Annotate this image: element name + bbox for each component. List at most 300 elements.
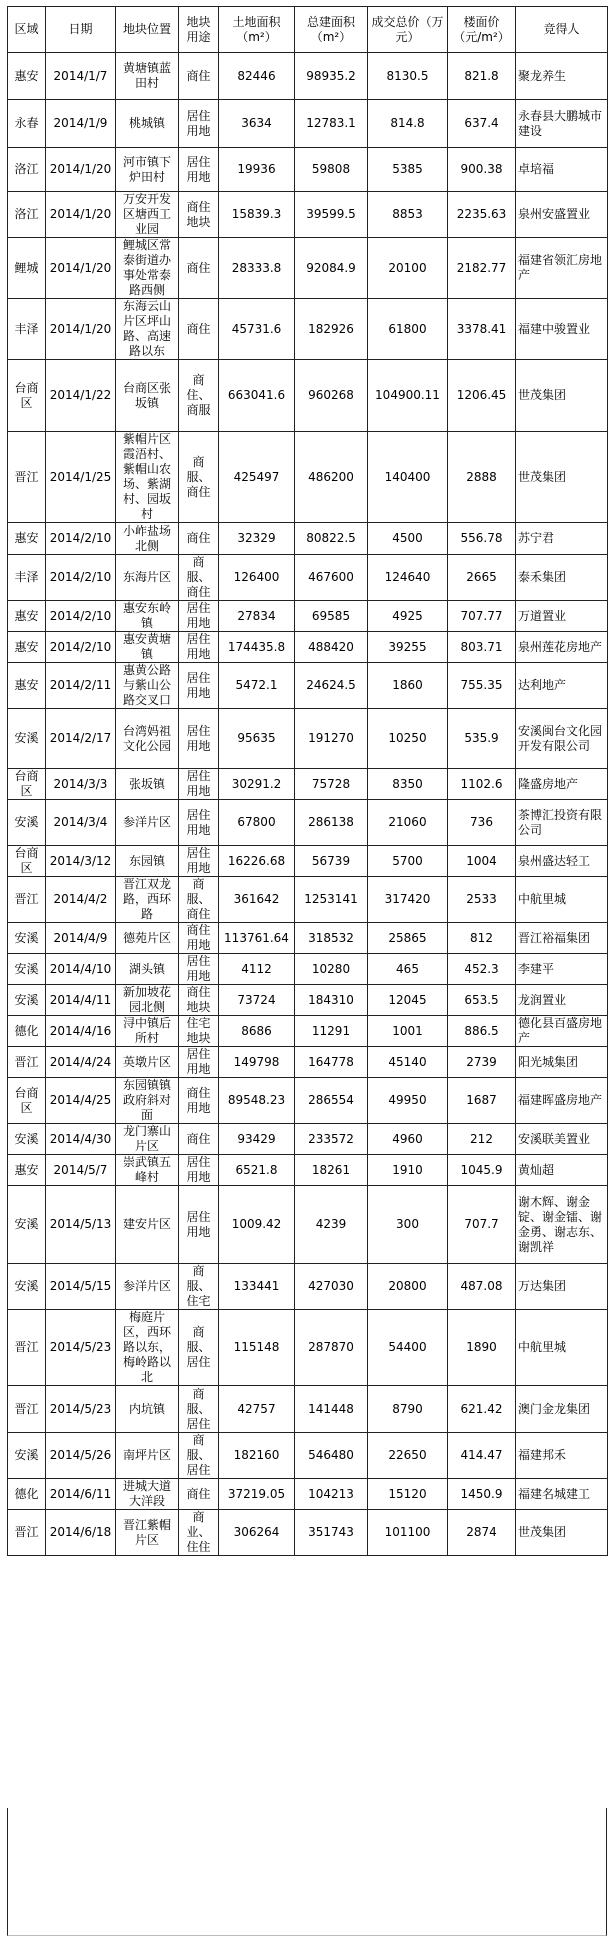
- buyer-cell: 谢木辉、谢金锭、谢金镭、谢金勇、谢志东、谢凯祥: [516, 1186, 608, 1264]
- floor-price-cell: 414.47: [448, 1433, 516, 1479]
- table-row: [8, 769, 608, 800]
- location-cell: 崇武镇五峰村: [116, 1155, 179, 1186]
- date-cell: 2014/2/10: [46, 632, 116, 663]
- region-cell: 晋江: [8, 1386, 46, 1433]
- floor-price-cell: 736: [448, 800, 516, 846]
- build-area-cell: 191270: [295, 709, 368, 769]
- location-cell: 台商区张坂镇: [116, 360, 179, 432]
- land-area-cell: 182160: [219, 1433, 295, 1479]
- floor-price-cell: 803.71: [448, 632, 516, 663]
- table-row: [8, 601, 608, 632]
- location-cell: 张坂镇: [116, 769, 179, 800]
- table-row: [8, 1186, 608, 1264]
- location-cell: 鲤城区常泰街道办事处常泰路西侧: [116, 238, 179, 299]
- date-cell: 2014/2/17: [46, 709, 116, 769]
- buyer-cell: 安溪联美置业: [516, 1124, 608, 1155]
- buyer-cell: 阳光城集团: [516, 1047, 608, 1078]
- buyer-cell: 澳门金龙集团: [516, 1386, 608, 1433]
- region-cell: 晋江: [8, 877, 46, 923]
- buyer-cell: 泉州盛达轻工: [516, 846, 608, 877]
- use-cell: 居住用地: [179, 632, 219, 663]
- total-price-cell: 8130.5: [368, 53, 448, 100]
- location-cell: 东园镇镇政府斜对面: [116, 1078, 179, 1124]
- total-price-cell: 814.8: [368, 100, 448, 148]
- date-cell: 2014/2/10: [46, 523, 116, 555]
- region-cell: 洛江: [8, 192, 46, 238]
- floor-price-cell: 2739: [448, 1047, 516, 1078]
- location-cell: 浔中镇后所村: [116, 1016, 179, 1047]
- floor-price-cell: 487.08: [448, 1264, 516, 1310]
- floor-price-cell: 212: [448, 1124, 516, 1155]
- table-row: [8, 632, 608, 663]
- total-price-cell: 1860: [368, 663, 448, 709]
- total-price-cell: 317420: [368, 877, 448, 923]
- location-cell: 新加坡花园北侧: [116, 985, 179, 1016]
- header-floor-price: 楼面价（元/m²）: [448, 7, 516, 53]
- build-area-cell: 286554: [295, 1078, 368, 1124]
- use-cell: 商服、商住: [179, 877, 219, 923]
- use-cell: 商住: [179, 523, 219, 555]
- use-cell: 商住地块: [179, 985, 219, 1016]
- use-cell: 商服、居住: [179, 1433, 219, 1479]
- land-area-cell: 1009.42: [219, 1186, 295, 1264]
- table-row: [8, 800, 608, 846]
- table-row: [8, 1386, 608, 1433]
- use-cell: 商服、商住: [179, 555, 219, 601]
- build-area-cell: 4239: [295, 1186, 368, 1264]
- land-area-cell: 37219.05: [219, 1479, 295, 1510]
- use-cell: 商住: [179, 1124, 219, 1155]
- total-price-cell: 465: [368, 954, 448, 985]
- location-cell: 梅庭片区，西环路以东，梅岭路以北: [116, 1310, 179, 1386]
- use-cell: 商住: [179, 53, 219, 100]
- header-region: 区域: [8, 7, 46, 53]
- use-cell: 居住用地: [179, 601, 219, 632]
- floor-price-cell: 535.9: [448, 709, 516, 769]
- table-row: [8, 192, 608, 238]
- land-area-cell: 4112: [219, 954, 295, 985]
- use-cell: 商住用地: [179, 1078, 219, 1124]
- table-row: [8, 1510, 608, 1556]
- total-price-cell: 104900.11: [368, 360, 448, 432]
- region-cell: 安溪: [8, 709, 46, 769]
- use-cell: 商服、住宅: [179, 1264, 219, 1310]
- date-cell: 2014/4/10: [46, 954, 116, 985]
- header-total-price: 成交总价（万元）: [368, 7, 448, 53]
- build-area-cell: 546480: [295, 1433, 368, 1479]
- region-cell: 安溪: [8, 1186, 46, 1264]
- use-cell: 居住用地: [179, 800, 219, 846]
- header-row: [8, 7, 608, 53]
- floor-price-cell: 1102.6: [448, 769, 516, 800]
- date-cell: 2014/1/20: [46, 238, 116, 299]
- total-price-cell: 101100: [368, 1510, 448, 1556]
- date-cell: 2014/1/20: [46, 192, 116, 238]
- land-transaction-table: [7, 6, 608, 1556]
- region-cell: 洛江: [8, 148, 46, 192]
- location-cell: 晋江紫帽片区: [116, 1510, 179, 1556]
- floor-price-cell: 556.78: [448, 523, 516, 555]
- floor-price-cell: 2665: [448, 555, 516, 601]
- use-cell: 居住用地: [179, 1047, 219, 1078]
- location-cell: 东海云山片区坪山路、高速路以东: [116, 299, 179, 360]
- region-cell: 安溪: [8, 923, 46, 954]
- use-cell: 商服、商住: [179, 432, 219, 523]
- table-row: [8, 1124, 608, 1155]
- buyer-cell: 苏宁君: [516, 523, 608, 555]
- header-land-area: 土地面积（m²）: [219, 7, 295, 53]
- table-row: [8, 846, 608, 877]
- floor-price-cell: 3378.41: [448, 299, 516, 360]
- land-area-cell: 425497: [219, 432, 295, 523]
- land-area-cell: 5472.1: [219, 663, 295, 709]
- location-cell: 河市镇下炉田村: [116, 148, 179, 192]
- build-area-cell: 18261: [295, 1155, 368, 1186]
- use-cell: 商住: [179, 238, 219, 299]
- date-cell: 2014/2/10: [46, 555, 116, 601]
- total-price-cell: 45140: [368, 1047, 448, 1078]
- use-cell: 居住用地: [179, 100, 219, 148]
- build-area-cell: 287870: [295, 1310, 368, 1386]
- date-cell: 2014/1/25: [46, 432, 116, 523]
- date-cell: 2014/4/25: [46, 1078, 116, 1124]
- region-cell: 惠安: [8, 1155, 46, 1186]
- use-cell: 商住: [179, 1479, 219, 1510]
- total-price-cell: 8853: [368, 192, 448, 238]
- table-row: [8, 1310, 608, 1386]
- use-cell: 商服、居住: [179, 1310, 219, 1386]
- use-cell: 住宅地块: [179, 1016, 219, 1047]
- empty-trailing-area: [7, 1808, 607, 1936]
- floor-price-cell: 886.5: [448, 1016, 516, 1047]
- location-cell: 万安开发区塘西工业园: [116, 192, 179, 238]
- build-area-cell: 467600: [295, 555, 368, 601]
- use-cell: 居住用地: [179, 769, 219, 800]
- region-cell: 晋江: [8, 432, 46, 523]
- total-price-cell: 39255: [368, 632, 448, 663]
- build-area-cell: 75728: [295, 769, 368, 800]
- total-price-cell: 1001: [368, 1016, 448, 1047]
- table-row: [8, 1047, 608, 1078]
- date-cell: 2014/5/23: [46, 1310, 116, 1386]
- region-cell: 德化: [8, 1016, 46, 1047]
- build-area-cell: 56739: [295, 846, 368, 877]
- table-row: [8, 238, 608, 299]
- date-cell: 2014/5/13: [46, 1186, 116, 1264]
- location-cell: 德苑片区: [116, 923, 179, 954]
- table-row: [8, 1155, 608, 1186]
- floor-price-cell: 653.5: [448, 985, 516, 1016]
- location-cell: 内坑镇: [116, 1386, 179, 1433]
- region-cell: 台商区: [8, 769, 46, 800]
- table-row: [8, 523, 608, 555]
- land-area-cell: 306264: [219, 1510, 295, 1556]
- region-cell: 安溪: [8, 1264, 46, 1310]
- floor-price-cell: 755.35: [448, 663, 516, 709]
- buyer-cell: 泰禾集团: [516, 555, 608, 601]
- use-cell: 居住用地: [179, 709, 219, 769]
- land-area-cell: 19936: [219, 148, 295, 192]
- table-row: [8, 923, 608, 954]
- build-area-cell: 11291: [295, 1016, 368, 1047]
- buyer-cell: 福建晖盛房地产: [516, 1078, 608, 1124]
- buyer-cell: 永春县大鹏城市建设: [516, 100, 608, 148]
- location-cell: 台湾妈祖文化公园: [116, 709, 179, 769]
- region-cell: 安溪: [8, 954, 46, 985]
- buyer-cell: 世茂集团: [516, 360, 608, 432]
- date-cell: 2014/4/9: [46, 923, 116, 954]
- total-price-cell: 4960: [368, 1124, 448, 1155]
- build-area-cell: 164778: [295, 1047, 368, 1078]
- location-cell: 惠安东岭镇: [116, 601, 179, 632]
- location-cell: 小岞盐场北侧: [116, 523, 179, 555]
- region-cell: 惠安: [8, 632, 46, 663]
- total-price-cell: 4925: [368, 601, 448, 632]
- build-area-cell: 69585: [295, 601, 368, 632]
- buyer-cell: 万达集团: [516, 1264, 608, 1310]
- total-price-cell: 20100: [368, 238, 448, 299]
- use-cell: 商业、住住: [179, 1510, 219, 1556]
- total-price-cell: 49950: [368, 1078, 448, 1124]
- date-cell: 2014/5/26: [46, 1433, 116, 1479]
- region-cell: 晋江: [8, 1047, 46, 1078]
- land-area-cell: 89548.23: [219, 1078, 295, 1124]
- build-area-cell: 12783.1: [295, 100, 368, 148]
- build-area-cell: 233572: [295, 1124, 368, 1155]
- buyer-cell: 黄灿超: [516, 1155, 608, 1186]
- date-cell: 2014/5/23: [46, 1386, 116, 1433]
- date-cell: 2014/2/11: [46, 663, 116, 709]
- use-cell: 商住用地: [179, 923, 219, 954]
- use-cell: 居住用地: [179, 1186, 219, 1264]
- floor-price-cell: 2235.63: [448, 192, 516, 238]
- total-price-cell: 1910: [368, 1155, 448, 1186]
- use-cell: 商住地块: [179, 192, 219, 238]
- build-area-cell: 184310: [295, 985, 368, 1016]
- location-cell: 东园镇: [116, 846, 179, 877]
- floor-price-cell: 452.3: [448, 954, 516, 985]
- date-cell: 2014/4/2: [46, 877, 116, 923]
- table-row: [8, 985, 608, 1016]
- region-cell: 安溪: [8, 1433, 46, 1479]
- floor-price-cell: 1687: [448, 1078, 516, 1124]
- build-area-cell: 318532: [295, 923, 368, 954]
- floor-price-cell: 1004: [448, 846, 516, 877]
- use-cell: 商住: [179, 299, 219, 360]
- region-cell: 晋江: [8, 1310, 46, 1386]
- build-area-cell: 59808: [295, 148, 368, 192]
- floor-price-cell: 1890: [448, 1310, 516, 1386]
- total-price-cell: 8350: [368, 769, 448, 800]
- floor-price-cell: 2182.77: [448, 238, 516, 299]
- buyer-cell: 达利地产: [516, 663, 608, 709]
- region-cell: 台商区: [8, 360, 46, 432]
- buyer-cell: 聚龙养生: [516, 53, 608, 100]
- total-price-cell: 12045: [368, 985, 448, 1016]
- total-price-cell: 300: [368, 1186, 448, 1264]
- location-cell: 湖头镇: [116, 954, 179, 985]
- date-cell: 2014/5/15: [46, 1264, 116, 1310]
- date-cell: 2014/6/11: [46, 1479, 116, 1510]
- region-cell: 惠安: [8, 523, 46, 555]
- land-area-cell: 67800: [219, 800, 295, 846]
- region-cell: 惠安: [8, 663, 46, 709]
- build-area-cell: 80822.5: [295, 523, 368, 555]
- table-row: [8, 53, 608, 100]
- land-area-cell: 93429: [219, 1124, 295, 1155]
- region-cell: 丰泽: [8, 299, 46, 360]
- floor-price-cell: 621.42: [448, 1386, 516, 1433]
- total-price-cell: 22650: [368, 1433, 448, 1479]
- buyer-cell: 德化县百盛房地产: [516, 1016, 608, 1047]
- total-price-cell: 5700: [368, 846, 448, 877]
- table-row: [8, 954, 608, 985]
- total-price-cell: 20800: [368, 1264, 448, 1310]
- buyer-cell: 福建名城建工: [516, 1479, 608, 1510]
- date-cell: 2014/4/30: [46, 1124, 116, 1155]
- buyer-cell: 世茂集团: [516, 432, 608, 523]
- buyer-cell: 中航里城: [516, 1310, 608, 1386]
- floor-price-cell: 812: [448, 923, 516, 954]
- total-price-cell: 15120: [368, 1479, 448, 1510]
- build-area-cell: 486200: [295, 432, 368, 523]
- total-price-cell: 10250: [368, 709, 448, 769]
- land-area-cell: 82446: [219, 53, 295, 100]
- land-area-cell: 115148: [219, 1310, 295, 1386]
- build-area-cell: 10280: [295, 954, 368, 985]
- region-cell: 惠安: [8, 53, 46, 100]
- land-area-cell: 27834: [219, 601, 295, 632]
- region-cell: 德化: [8, 1479, 46, 1510]
- location-cell: 进城大道大洋段: [116, 1479, 179, 1510]
- build-area-cell: 488420: [295, 632, 368, 663]
- land-area-cell: 149798: [219, 1047, 295, 1078]
- table-row: [8, 360, 608, 432]
- total-price-cell: 5385: [368, 148, 448, 192]
- floor-price-cell: 1450.9: [448, 1479, 516, 1510]
- location-cell: 紫帽片区霞浯村、紫帽山农场、紫湖村、园坂村: [116, 432, 179, 523]
- buyer-cell: 福建省领汇房地产: [516, 238, 608, 299]
- date-cell: 2014/1/9: [46, 100, 116, 148]
- buyer-cell: 晋江裕福集团: [516, 923, 608, 954]
- build-area-cell: 427030: [295, 1264, 368, 1310]
- land-area-cell: 42757: [219, 1386, 295, 1433]
- land-area-cell: 95635: [219, 709, 295, 769]
- region-cell: 晋江: [8, 1510, 46, 1556]
- land-area-cell: 28333.8: [219, 238, 295, 299]
- total-price-cell: 61800: [368, 299, 448, 360]
- land-area-cell: 73724: [219, 985, 295, 1016]
- region-cell: 安溪: [8, 800, 46, 846]
- floor-price-cell: 821.8: [448, 53, 516, 100]
- total-price-cell: 54400: [368, 1310, 448, 1386]
- date-cell: 2014/3/3: [46, 769, 116, 800]
- land-area-cell: 3634: [219, 100, 295, 148]
- buyer-cell: 泉州安盛置业: [516, 192, 608, 238]
- land-area-cell: 45731.6: [219, 299, 295, 360]
- build-area-cell: 92084.9: [295, 238, 368, 299]
- build-area-cell: 351743: [295, 1510, 368, 1556]
- buyer-cell: 龙润置业: [516, 985, 608, 1016]
- land-area-cell: 174435.8: [219, 632, 295, 663]
- location-cell: 建安片区: [116, 1186, 179, 1264]
- land-area-cell: 113761.64: [219, 923, 295, 954]
- buyer-cell: 泉州莲花房地产: [516, 632, 608, 663]
- buyer-cell: 安溪闽台文化园开发有限公司: [516, 709, 608, 769]
- use-cell: 居住用地: [179, 148, 219, 192]
- table-row: [8, 148, 608, 192]
- region-cell: 台商区: [8, 846, 46, 877]
- region-cell: 丰泽: [8, 555, 46, 601]
- location-cell: 龙门寨山片区: [116, 1124, 179, 1155]
- use-cell: 商服、居住: [179, 1386, 219, 1433]
- land-area-cell: 15839.3: [219, 192, 295, 238]
- floor-price-cell: 2874: [448, 1510, 516, 1556]
- floor-price-cell: 707.7: [448, 1186, 516, 1264]
- header-buyer: 竞得人: [516, 7, 608, 53]
- use-cell: 居住用地: [179, 954, 219, 985]
- use-cell: 居住用地: [179, 663, 219, 709]
- total-price-cell: 124640: [368, 555, 448, 601]
- date-cell: 2014/6/18: [46, 1510, 116, 1556]
- buyer-cell: 福建邦禾: [516, 1433, 608, 1479]
- build-area-cell: 24624.5: [295, 663, 368, 709]
- date-cell: 2014/4/16: [46, 1016, 116, 1047]
- location-cell: 惠安黄塘镇: [116, 632, 179, 663]
- region-cell: 台商区: [8, 1078, 46, 1124]
- buyer-cell: 李建平: [516, 954, 608, 985]
- table-row: [8, 1078, 608, 1124]
- table-row: [8, 299, 608, 360]
- table-row: [8, 1479, 608, 1510]
- floor-price-cell: 2533: [448, 877, 516, 923]
- location-cell: 参洋片区: [116, 800, 179, 846]
- use-cell: 居住用地: [179, 846, 219, 877]
- floor-price-cell: 637.4: [448, 100, 516, 148]
- buyer-cell: 茶博汇投资有限公司: [516, 800, 608, 846]
- build-area-cell: 98935.2: [295, 53, 368, 100]
- total-price-cell: 8790: [368, 1386, 448, 1433]
- land-area-cell: 133441: [219, 1264, 295, 1310]
- buyer-cell: 世茂集团: [516, 1510, 608, 1556]
- date-cell: 2014/1/20: [46, 299, 116, 360]
- location-cell: 东海片区: [116, 555, 179, 601]
- table-row: [8, 663, 608, 709]
- buyer-cell: 隆盛房地产: [516, 769, 608, 800]
- table-body: [8, 53, 608, 1556]
- table-row: [8, 100, 608, 148]
- header-location: 地块位置: [116, 7, 179, 53]
- region-cell: 安溪: [8, 1124, 46, 1155]
- build-area-cell: 182926: [295, 299, 368, 360]
- use-cell: 居住用地: [179, 1155, 219, 1186]
- location-cell: 英墩片区: [116, 1047, 179, 1078]
- header-use: 地块用途: [179, 7, 219, 53]
- location-cell: 晋江双龙路，西环路: [116, 877, 179, 923]
- region-cell: 安溪: [8, 985, 46, 1016]
- header-build-area: 总建面积（m²）: [295, 7, 368, 53]
- region-cell: 永春: [8, 100, 46, 148]
- use-cell: 商住、商服: [179, 360, 219, 432]
- land-area-cell: 361642: [219, 877, 295, 923]
- region-cell: 鲤城: [8, 238, 46, 299]
- buyer-cell: 中航里城: [516, 877, 608, 923]
- table-row: [8, 1016, 608, 1047]
- date-cell: 2014/2/10: [46, 601, 116, 632]
- floor-price-cell: 707.77: [448, 601, 516, 632]
- land-area-cell: 30291.2: [219, 769, 295, 800]
- build-area-cell: 1253141: [295, 877, 368, 923]
